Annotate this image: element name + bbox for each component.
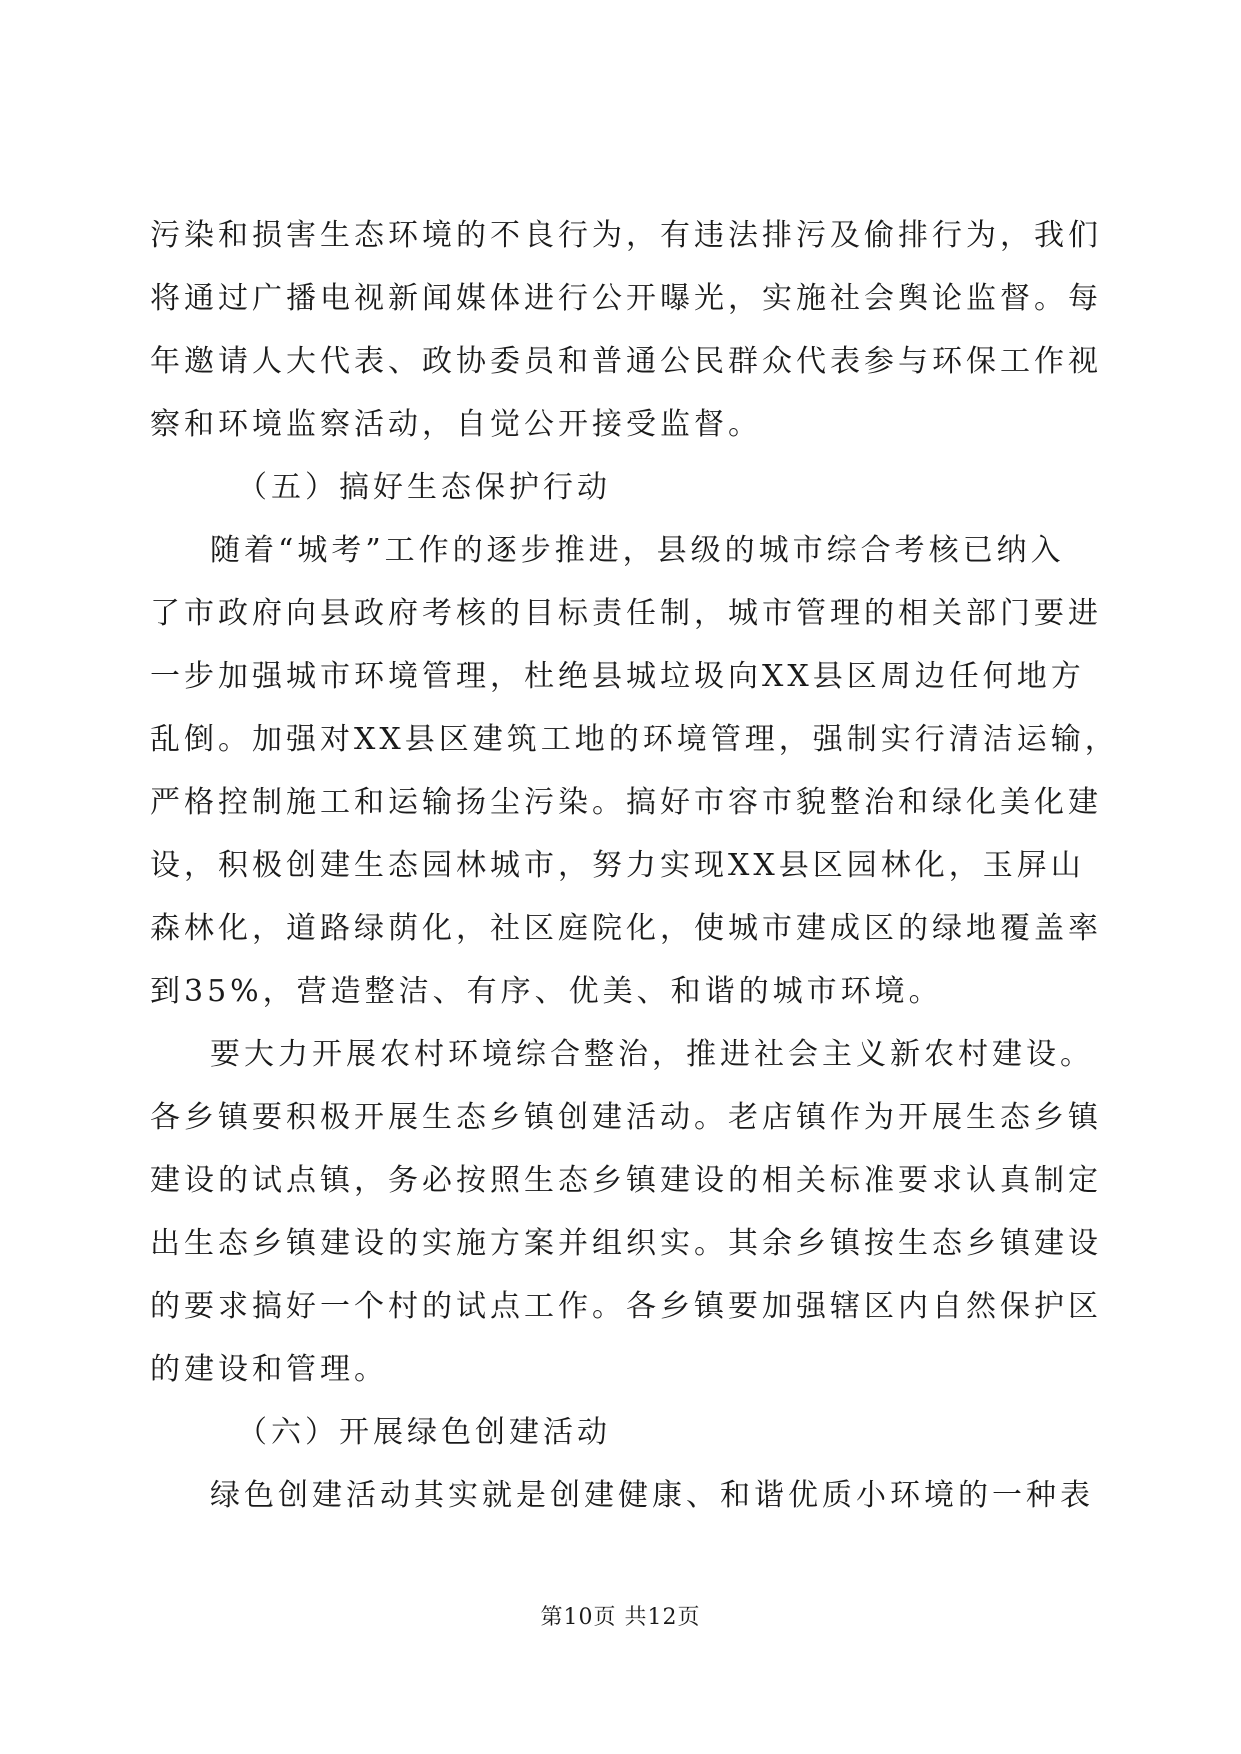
text-line: 将通过广播电视新闻媒体进行公开曝光，实施社会舆论监督。每	[150, 281, 1102, 316]
text-line: 到35%，营造整洁、有序、优美、和谐的城市环境。	[150, 974, 943, 1009]
section-heading: （六）开展绿色创建活动	[237, 1415, 611, 1450]
section-heading: （五）搞好生态保护行动	[237, 470, 611, 505]
text-line: 了市政府向县政府考核的目标责任制，城市管理的相关部门要进	[150, 596, 1102, 631]
text-line: 设，积极创建生态园林城市，努力实现XX县区园林化，玉屏山	[150, 848, 1085, 883]
text-line: 污染和损害生态环境的不良行为，有违法排污及偷排行为，我们	[150, 218, 1102, 253]
page-number-footer: 第10页 共12页	[540, 1605, 701, 1630]
paragraph-first-line: 绿色创建活动其实就是创建健康、和谐优质小环境的一种表	[210, 1478, 1094, 1513]
text-line: 森林化，道路绿荫化，社区庭院化，使城市建成区的绿地覆盖率	[150, 911, 1102, 946]
text-line: 各乡镇要积极开展生态乡镇创建活动。老店镇作为开展生态乡镇	[150, 1100, 1102, 1135]
text-line: 一步加强城市环境管理，杜绝县城垃圾向XX县区周边任何地方	[150, 659, 1085, 694]
text-line: 的要求搞好一个村的试点工作。各乡镇要加强辖区内自然保护区	[150, 1289, 1102, 1324]
paragraph-first-line: 随着“城考”工作的逐步推进，县级的城市综合考核已纳入	[210, 533, 1065, 568]
text-line: 建设的试点镇，务必按照生态乡镇建设的相关标准要求认真制定	[150, 1163, 1102, 1198]
text-line: 乱倒。加强对XX县区建筑工地的环境管理，强制实行清洁运输，	[150, 722, 1119, 757]
text-line: 察和环境监察活动，自觉公开接受监督。	[150, 407, 762, 442]
text-line: 年邀请人大代表、政协委员和普通公民群众代表参与环保工作视	[150, 344, 1102, 379]
text-line: 严格控制施工和运输扬尘污染。搞好市容市貌整治和绿化美化建	[150, 785, 1102, 820]
document-body	[150, 204, 1119, 1527]
text-line: 出生态乡镇建设的实施方案并组织实。其余乡镇按生态乡镇建设	[150, 1226, 1102, 1261]
text-line: 的建设和管理。	[150, 1352, 388, 1387]
paragraph-first-line: 要大力开展农村环境综合整治，推进社会主义新农村建设。	[210, 1037, 1094, 1072]
